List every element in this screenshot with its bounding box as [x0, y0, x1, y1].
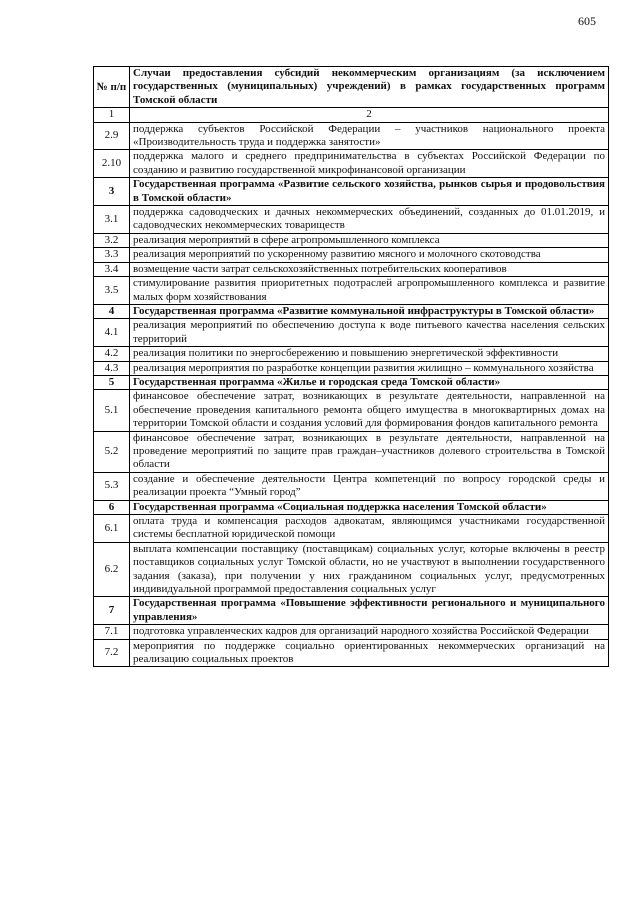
- table-row: [94, 277, 609, 305]
- table-header-row: [94, 67, 609, 108]
- table-row: [94, 262, 609, 276]
- row-number: 7.1: [94, 625, 130, 639]
- table-row: [94, 361, 609, 375]
- row-number: 6: [94, 500, 130, 514]
- table-body: [94, 67, 609, 667]
- row-number: 6.1: [94, 515, 130, 543]
- table-row: [94, 431, 609, 472]
- program-header-row: [94, 304, 609, 318]
- row-description: финансовое обеспечение затрат, возникающих в результате деятельности, направленной на обеспечение проведения капитального ремонта общего имущества в многоквартирных домах на территории Томской области и создания условий для формирования фондов капитального ремонта: [130, 390, 609, 431]
- row-number: 5.2: [94, 431, 130, 472]
- table-row: [94, 150, 609, 178]
- table-row: [94, 472, 609, 500]
- table-row: [94, 122, 609, 150]
- row-number: 3.3: [94, 248, 130, 262]
- row-description: мероприятия по поддержке социально ориентированных некоммерческих организаций на реализацию социальных проектов: [130, 639, 609, 667]
- table-row: [94, 248, 609, 262]
- program-header-row: [94, 178, 609, 206]
- table-row: [94, 233, 609, 247]
- row-description: выплата компенсации поставщику (поставщикам) социальных услуг, которые включены в реестр поставщиков социальных услуг Томской области, но не участвуют в выполнении государственного задания (заказа), при получении у них гражданином социальных услуг, предусмотренных индивидуальной программой предоставления социальных услуг: [130, 542, 609, 597]
- subsidy-cases-table: [93, 66, 609, 667]
- row-description: реализация мероприятия по разработке концепции развития жилищно – коммунального хозяйства: [130, 361, 609, 375]
- row-number: 3.2: [94, 233, 130, 247]
- row-number: 3.5: [94, 277, 130, 305]
- row-number: 5.3: [94, 472, 130, 500]
- row-description: поддержка малого и среднего предпринимательства в субъектах Российской Федерации по созданию и развитию государственной микрофинансовой организации: [130, 150, 609, 178]
- header-description-column: Случаи предоставления субсидий некоммерческим организациям (за исключением государственных (муниципальных) учреждений) в рамках государственных программ Томской области: [130, 67, 609, 108]
- row-description: финансовое обеспечение затрат, возникающих в результате деятельности, направленной на проведение мероприятий по защите прав граждан–участников долевого строительства в Томской области: [130, 431, 609, 472]
- row-description: реализация мероприятий по ускоренному развитию мясного и молочного скотоводства: [130, 248, 609, 262]
- column-index-2: 2: [130, 108, 609, 122]
- table-row: [94, 390, 609, 431]
- column-index-row: [94, 108, 609, 122]
- row-number: 7.2: [94, 639, 130, 667]
- column-index-1: 1: [94, 108, 130, 122]
- table-row: [94, 515, 609, 543]
- row-description: поддержка садоводческих и дачных некоммерческих объединений, созданных до 01.01.2019, и садоводческих некоммерческих товариществ: [130, 206, 609, 234]
- header-number-column: № п/п: [94, 67, 130, 108]
- row-number: 4: [94, 304, 130, 318]
- row-description: стимулирование развития приоритетных подотраслей агропромышленного комплекса и развитие малых форм хозяйствования: [130, 277, 609, 305]
- row-description: возмещение части затрат сельскохозяйственных потребительских кооперативов: [130, 262, 609, 276]
- table-row: [94, 319, 609, 347]
- program-header-row: [94, 597, 609, 625]
- row-description: оплата труда и компенсация расходов адвокатам, являющимся участниками государственной системы бесплатной юридической помощи: [130, 515, 609, 543]
- row-number: 7: [94, 597, 130, 625]
- row-number: 2.9: [94, 122, 130, 150]
- row-number: 5.1: [94, 390, 130, 431]
- row-description: подготовка управленческих кадров для организаций народного хозяйства Российской Федерации: [130, 625, 609, 639]
- row-number: 4.3: [94, 361, 130, 375]
- table-row: [94, 625, 609, 639]
- row-number: 3.4: [94, 262, 130, 276]
- row-number: 2.10: [94, 150, 130, 178]
- row-description: Государственная программа «Развитие сельского хозяйства, рынков сырья и продовольствия в Томской области»: [130, 178, 609, 206]
- table-row: [94, 639, 609, 667]
- row-number: 6.2: [94, 542, 130, 597]
- row-number: 4.2: [94, 347, 130, 361]
- program-header-row: [94, 375, 609, 389]
- row-number: 3.1: [94, 206, 130, 234]
- row-description: реализация мероприятий по обеспечению доступа к воде питьевого качества населения сельских территорий: [130, 319, 609, 347]
- row-number: 5: [94, 375, 130, 389]
- row-description: Государственная программа «Социальная поддержка населения Томской области»: [130, 500, 609, 514]
- program-header-row: [94, 500, 609, 514]
- row-description: Государственная программа «Жилье и городская среда Томской области»: [130, 375, 609, 389]
- table-row: [94, 542, 609, 597]
- page-number: 605: [578, 14, 596, 28]
- row-description: реализация политики по энергосбережению и повышению энергетической эффективности: [130, 347, 609, 361]
- row-number: 4.1: [94, 319, 130, 347]
- row-description: Государственная программа «Развитие коммунальной инфраструктуры в Томской области»: [130, 304, 609, 318]
- table-row: [94, 347, 609, 361]
- row-description: поддержка субъектов Российской Федерации – участников национального проекта «Производительность труда и поддержка занятости»: [130, 122, 609, 150]
- row-number: 3: [94, 178, 130, 206]
- row-description: Государственная программа «Повышение эффективности регионального и муниципального управления»: [130, 597, 609, 625]
- table-row: [94, 206, 609, 234]
- row-description: создание и обеспечение деятельности Центра компетенций по вопросу городской среды и реализации проекта “Умный город”: [130, 472, 609, 500]
- row-description: реализация мероприятий в сфере агропромышленного комплекса: [130, 233, 609, 247]
